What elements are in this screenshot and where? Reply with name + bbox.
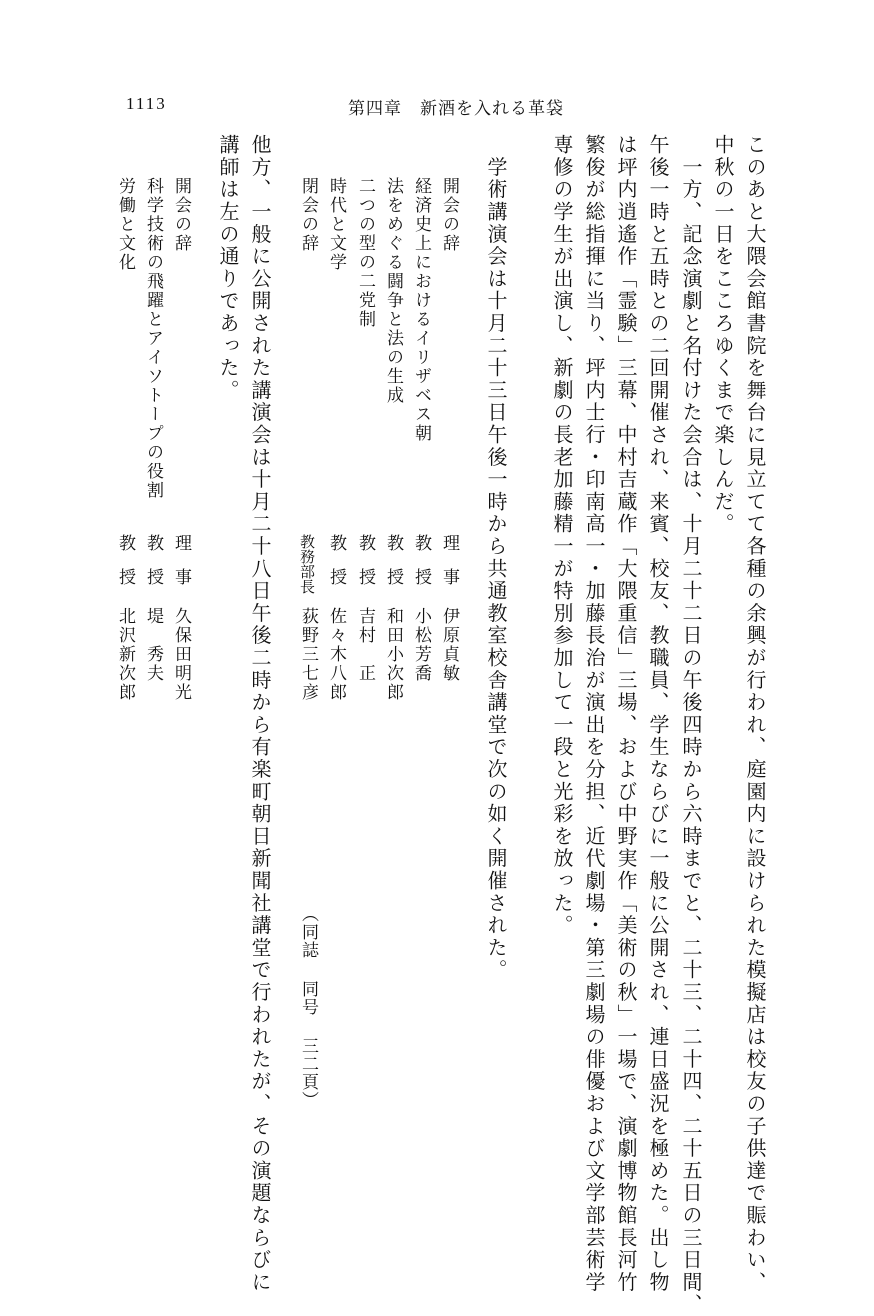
program1-role-1: 理 事 — [439, 534, 459, 585]
body-line-1: このあと大隈会館書院を舞台に見立てて各種の余興が行われ、庭園内に設けられた模擬店は校友の子供達で賑わい、 — [743, 134, 767, 1294]
program1-speaker-4: 吉村 正 — [355, 607, 375, 683]
program1-role-2: 教 授 — [411, 534, 431, 585]
program1-title-6: 閉会の辞 — [298, 177, 318, 253]
body-line-4: 午後一時と五時との二回開催され、来賓、校友、教職員、学生ならびに一般に公開され、連日盛況を極めた。出し物 — [646, 134, 670, 1294]
program2-speaker-3: 北沢新次郎 — [115, 607, 135, 702]
program1-title-3: 法をめぐる闘争と法の生成 — [383, 177, 403, 405]
program1-title-5: 時代と文学 — [326, 177, 346, 272]
program1-role-3: 教 授 — [383, 534, 403, 585]
program2-title-3: 労働と文化 — [115, 177, 135, 272]
program2-speaker-1: 久保田明光 — [171, 607, 191, 702]
program1-title-2: 経済史上におけるイリザベス朝 — [411, 177, 431, 443]
program1-speaker-6: 荻野三七彦 — [298, 607, 318, 702]
program1-role-5: 教 授 — [326, 534, 346, 585]
body-line-2: 中秋の一日をこころゆくまで楽しんだ。 — [711, 134, 735, 536]
program2-title-2: 科学技術の飛躍とアイソトープの役割 — [143, 177, 163, 500]
program1-speaker-3: 和田小次郎 — [383, 607, 403, 702]
body-line-3: 一方、記念演劇と名付けた会合は、十月二十二日の午後四時から六時までと、二十三、二十四、二十五日の三日間、 — [679, 134, 703, 1316]
body-line-5: は坪内逍遙作「霊験」三幕、中村吉蔵作「大隈重信」三場、および中野実作「美術の秋」一場で、演劇博物館長河竹 — [614, 134, 638, 1294]
program2-role-3: 教 授 — [115, 534, 135, 585]
program1-title-4: 二つの型の二党制 — [355, 177, 375, 329]
body-line-10: 講師は左の通りであった。 — [216, 134, 240, 402]
program1-role-6: 教務部長 — [298, 534, 316, 594]
body-line-9: 他方、一般に公開された講演会は十月二十八日午後二時から有楽町朝日新聞社講堂で行われたが、その演題ならびに — [248, 134, 272, 1294]
citation: （同誌 同号 三二頁） — [298, 905, 318, 1109]
program2-role-2: 教 授 — [143, 534, 163, 585]
program2-role-1: 理 事 — [171, 534, 191, 585]
body-line-6: 繁俊が総指揮に当り、坪内士行・印南高一・加藤長治が演出を分担、近代劇場・第三劇場の俳優および文学部芸術学 — [582, 134, 606, 1294]
page-number: 1113 — [126, 94, 167, 113]
body-line-8: 学術講演会は十月二十三日午後一時から共通教室校舎講堂で次の如く開催された。 — [484, 134, 508, 982]
body-line-7: 専修の学生が出演し、新劇の長老加藤精一が特別参加して一段と光彩を放った。 — [550, 134, 574, 937]
running-header: 第四章 新酒を入れる革袋 — [348, 99, 564, 119]
program1-title-1: 開会の辞 — [439, 177, 459, 253]
program1-speaker-5: 佐々木八郎 — [326, 607, 346, 702]
program1-speaker-1: 伊原貞敏 — [439, 607, 459, 683]
program1-role-4: 教 授 — [355, 534, 375, 585]
program2-speaker-2: 堤 秀夫 — [143, 607, 163, 683]
program1-speaker-2: 小松芳喬 — [411, 607, 431, 683]
program2-title-1: 開会の辞 — [171, 177, 191, 253]
